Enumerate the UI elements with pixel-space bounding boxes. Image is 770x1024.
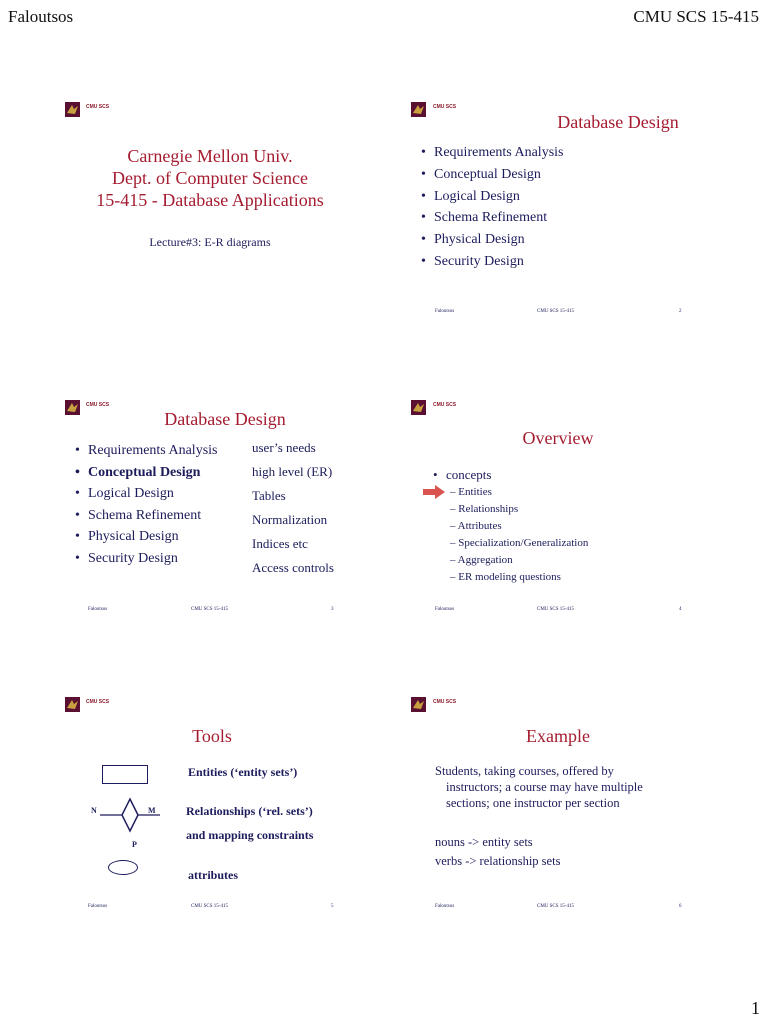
diamond-label-right: M	[148, 806, 156, 815]
slide-number: 4	[679, 607, 682, 612]
slide-number: 2	[679, 309, 682, 314]
entity-rectangle-icon	[102, 765, 148, 784]
attributes-label: attributes	[188, 868, 238, 882]
bullet-item: • Schema Refinement	[434, 210, 547, 226]
bullet-item: • Physical Design	[434, 232, 525, 248]
entities-label: Entities (‘entity sets’)	[188, 765, 298, 779]
bullet-item-highlighted: • Conceptual Design	[88, 465, 200, 481]
bullet-item: • Security Design	[88, 551, 178, 567]
title-line-3: 15-415 - Database Applications	[96, 190, 324, 210]
page-header-left: Faloutsos	[8, 7, 74, 26]
slide-footer-center: CMU SCS 15-415	[537, 607, 574, 612]
slide-footer-left: Faloutsos	[88, 607, 108, 612]
bullet-item: • concepts	[446, 467, 491, 483]
page-number: 1	[751, 998, 760, 1018]
logo-label: CMU SCS	[86, 402, 110, 408]
relationship-diamond-icon	[98, 796, 162, 843]
title-line-1: Carnegie Mellon Univ.	[127, 146, 293, 166]
slide-2-title: Database Design	[557, 112, 679, 132]
logo-label: CMU SCS	[86, 104, 110, 110]
bullet-item: • Requirements Analysis	[434, 145, 564, 161]
slide-footer-left: Faloutsos	[88, 904, 108, 909]
slide-footer-left: Faloutsos	[435, 607, 455, 612]
slide-footer-center: CMU SCS 15-415	[537, 904, 574, 909]
sub-item: – Specialization/Generalization	[450, 537, 589, 549]
slide-5-title: Tools	[192, 726, 232, 746]
arrow-pointer-icon	[423, 485, 445, 504]
sub-item: – Entities	[450, 486, 492, 498]
slide-footer-center: CMU SCS 15-415	[537, 309, 574, 314]
slide-4-title: Overview	[522, 428, 594, 448]
sub-item: – Relationships	[450, 503, 519, 515]
sub-item: – Attributes	[450, 520, 502, 532]
bullet-item: • Requirements Analysis	[88, 443, 218, 459]
slide-footer-center: CMU SCS 15-415	[191, 607, 228, 612]
slide-1-subtitle: Lecture#3: E-R diagrams	[149, 235, 271, 249]
verbs-line: verbs -> relationship sets	[435, 854, 561, 868]
side-note: Tables	[252, 488, 286, 503]
cmu-logo-icon	[411, 697, 426, 712]
example-paragraph-line: Students, taking courses, offered by	[435, 764, 614, 778]
logo-label: CMU SCS	[433, 699, 457, 705]
side-note: user’s needs	[252, 440, 316, 455]
bullet-item: • Physical Design	[88, 529, 179, 545]
title-line-2: Dept. of Computer Science	[112, 168, 308, 188]
side-note: Normalization	[252, 512, 328, 527]
diamond-label-bottom: P	[132, 840, 137, 849]
side-note: high level (ER)	[252, 464, 333, 479]
cmu-logo-icon	[411, 400, 426, 415]
bullet-item: • Conceptual Design	[434, 167, 541, 183]
slide-1	[60, 95, 360, 325]
bullet-item: • Logical Design	[88, 486, 174, 502]
slide-6	[408, 690, 708, 920]
logo-label: CMU SCS	[433, 104, 457, 110]
sub-item: – ER modeling questions	[450, 571, 561, 583]
slide-number: 3	[331, 607, 334, 612]
slide-footer-left: Faloutsos	[435, 904, 455, 909]
logo-label: CMU SCS	[433, 402, 457, 408]
bullet-item: • Schema Refinement	[88, 508, 201, 524]
slide-6-title: Example	[526, 726, 590, 746]
example-paragraph-line: instructors; a course may have multiple	[446, 780, 643, 794]
attribute-ellipse-icon	[108, 860, 138, 875]
sub-item: – Aggregation	[450, 554, 513, 566]
cmu-logo-icon	[65, 400, 80, 415]
bullet-item: • Security Design	[434, 254, 524, 270]
relationships-label: Relationships (‘rel. sets’)	[186, 804, 313, 818]
page-header-right: CMU SCS 15-415	[633, 7, 759, 26]
example-paragraph-line: sections; one instructor per section	[446, 796, 620, 810]
slide-3	[60, 393, 360, 623]
mapping-constraints-label: and mapping constraints	[186, 828, 314, 842]
slide-5	[60, 690, 360, 920]
slide-4	[408, 393, 708, 623]
side-note: Indices etc	[252, 536, 308, 551]
slide-3-title: Database Design	[164, 409, 286, 429]
cmu-logo-icon	[65, 697, 80, 712]
slide-number: 6	[679, 904, 682, 909]
slide-1-title	[60, 145, 360, 211]
slide-footer-center: CMU SCS 15-415	[191, 904, 228, 909]
diamond-label-left: N	[91, 806, 97, 815]
side-note: Access controls	[252, 560, 334, 575]
logo-label: CMU SCS	[86, 699, 110, 705]
nouns-line: nouns -> entity sets	[435, 835, 533, 849]
bullet-item: • Logical Design	[434, 189, 520, 205]
slide-footer-left: Faloutsos	[435, 309, 455, 314]
cmu-logo-icon	[411, 102, 426, 117]
slide-2	[408, 95, 708, 325]
cmu-logo-icon	[65, 102, 80, 117]
slide-number: 5	[331, 904, 334, 909]
